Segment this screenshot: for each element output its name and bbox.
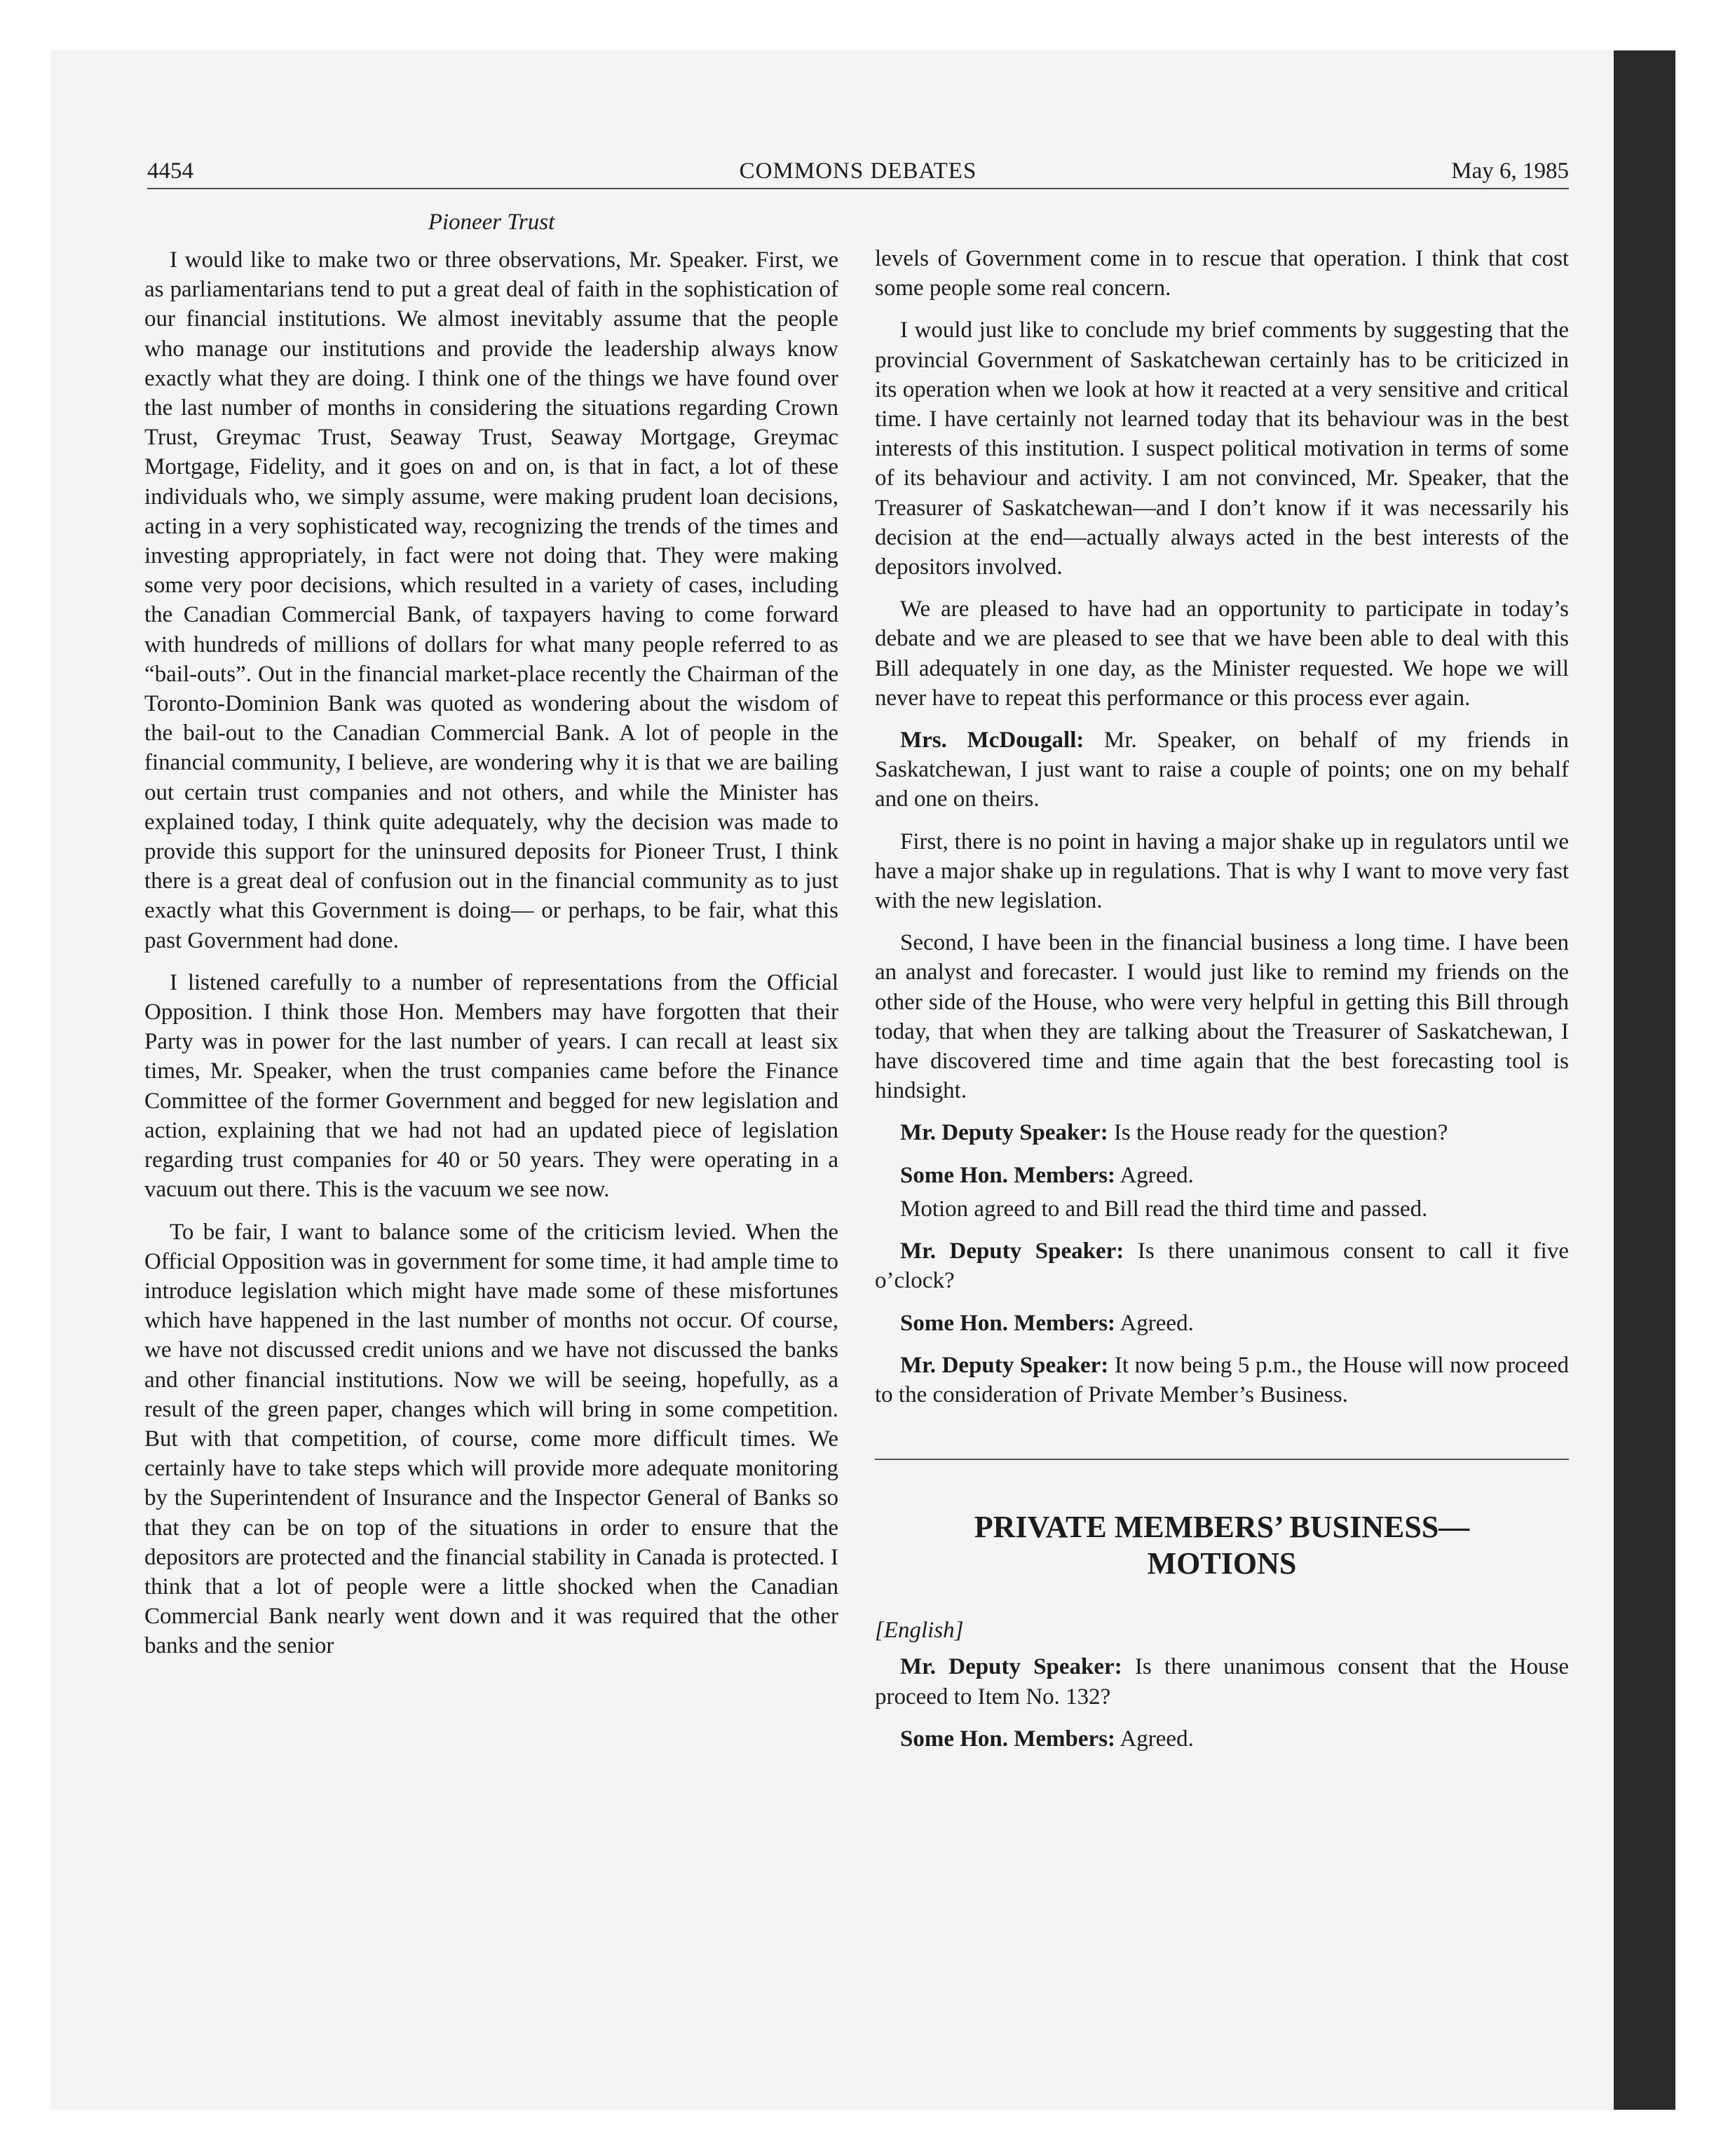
speech-text: Is the House ready for the question? [1108,1120,1448,1146]
speech-deputy-speaker [875,1351,1569,1410]
speech-text: It now being 5 p.m., the House will now proceed to the consideration of Private Member’s Business. [875,1352,1569,1407]
speaker-name: Mr. Deputy Speaker: [900,1239,1124,1264]
speech-deputy-speaker [875,1652,1569,1711]
speech-deputy-speaker [875,1236,1569,1295]
paragraph: Second, I have been in the financial business a long time. I have been an analyst and forecaster. I would just like to remind my friends on the other side of the House, who were very helpful in getting this Bill through today, that when they are talking about the Treasurer of Saskatchewan, I have discovered time and time again that the best forecasting tool is hindsight. [875,930,1569,1104]
speech-members [875,1724,1569,1754]
speaker-name: Mrs. McDougall: [900,728,1084,753]
speech-text: Agreed. [1115,1162,1194,1188]
speech-members [875,1309,1569,1338]
page-number: 4454 [147,158,193,184]
subheading: Pioneer Trust [428,210,555,235]
paragraph: I would like to make two or three observations, Mr. Speaker. First, we as parliamentarians tend to put a great deal of faith in the sophistication of our financial institutions. We almost inevitably assume that the people who manage our institutions and provide the leadership always know exactly what they are doing. I think one of the things we have found over the last number of months in considering the situations regarding Crown Trust, Greymac Trust, Seaway Trust, Seaway Mortgage, Greymac Mortgage, Fidelity, and it goes on and on, is that in fact, a lot of these individuals who, we simply assume, were making prudent loan decisions, acting in a very sophisticated way, recognizing the trends of the times and investing appropriately, in fact were not doing that. They were making some very poor decisions, which resulted in a variety of cases, including the Canadian Commercial Bank, of taxpayers having to come forward with hundreds of millions of dollars for what many people referred to as “bail-outs”. Out in the financial market-place recently the Chairman of the Toronto-Dominion Bank was quoted as wondering about the wisdom of the bail-out to the Canadian Commercial Bank. A lot of people in the financial community, I believe, are wondering why it is that we are bailing out certain trust companies and not others, and while the Minister has explained today, I think quite adequately, why the decision was made to provide this support for the uninsured deposits for Pioneer Trust, I think there is a great deal of confusion out in the financial community as to just exactly what this Government is doing— or perhaps, to be fair, what this past Government had done. [144,247,838,953]
paragraph: To be fair, I want to balance some of the criticism levied. When the Official Opposition was in government for some time, it had ample time to introduce legislation which might have made some of these misfortunes which have happened in the last number of months not occur. Of course, we have not discussed credit unions and we have not discussed the banks and other financial institutions. Now we will be seeing, hopefully, as a result of the green paper, changes which will bring in some competition. But with that competition, of course, come more difficult times. We certainly have to take steps which will provide more adequate monitoring by the Superintendent of Insurance and the Inspector General of Banks so that they can be on top of the situations in order to ensure that the depositors are protected and the financial stability in Canada is protected. I think that a lot of people were a little shocked when the Canadian Commercial Bank nearly went down and it was required that the other banks and the senior [144,1219,838,1659]
scan-edge-shadow [1614,50,1675,2110]
speech-text: Mr. Speaker, on behalf of my friends in Saskatchewan, I just want to raise a couple of points; one on my behalf and one on theirs. [875,728,1569,812]
header-rule [147,188,1569,189]
speech-mcdougall [875,725,1569,814]
speech-text: Agreed. [1115,1310,1194,1336]
speech-text: Is there unanimous consent that the House proceed to Item No. 132? [875,1654,1569,1710]
speech-members [875,1161,1569,1190]
publication-date: May 6, 1985 [1451,158,1569,184]
motion-result: Motion agreed to and Bill read the third time and passed. [900,1196,1428,1222]
paragraph: I listened carefully to a number of representations from the Official Opposition. I think those Hon. Members may have forgotten that their Party was in power for the last number of years. I can recall at least six times, Mr. Speaker, when the trust companies came before the Finance Committee of the former Government and begged for new legislation and action, explaining that we had not had an updated piece of legislation regarding trust companies for 40 or 50 years. They were operating in a vacuum out there. This is the vacuum we see now. [144,969,838,1203]
continued-paragraph: levels of Government come in to rescue that operation. I think that cost some people some real concern. [875,246,1569,301]
right-column [875,244,1569,1766]
speech-text: Is there unanimous consent to call it five o’clock? [875,1239,1569,1294]
paragraph: First, there is no point in having a major shake up in regulators until we have a major shake up in regulations. That is why I want to move very fast with the new legislation. [875,828,1569,914]
speaker-name: Mr. Deputy Speaker: [900,1120,1108,1146]
speaker-name: Some Hon. Members: [900,1310,1116,1336]
paragraph: I would just like to conclude my brief comments by suggesting that the provincial Government of Saskatchewan certainly has to be criticized in its operation when we look at how it reacted at a very sensitive and critical time. I have certainly not learned today that its behaviour was in the best interests of this institution. I suspect political motivation in terms of some of its behaviour and activity. I am not convinced, Mr. Speaker, that the Treasurer of Saskatchewan—and I don’t know if it was necessarily his decision at the end—actually always acted in the best interests of the depositors involved. [875,318,1569,580]
language-note: [English] [875,1618,964,1644]
section-heading [875,1509,1569,1582]
section-heading-line: PRIVATE MEMBERS’ BUSINESS— [974,1510,1470,1545]
running-header [147,156,1569,186]
paragraph: We are pleased to have had an opportunity to participate in today’s debate and we are pleased to see that we have been able to deal with this Bill adequately in one day, as the Minister requested. We hope we will never have to repeat this performance or this process ever again. [875,596,1569,711]
publication-title: COMMONS DEBATES [739,158,977,184]
speaker-name: Mr. Deputy Speaker: [900,1352,1109,1378]
left-column [144,205,838,1674]
speaker-name: Some Hon. Members: [900,1162,1116,1188]
speech-deputy-speaker [875,1118,1569,1147]
speaker-name: Some Hon. Members: [900,1726,1116,1752]
speech-text: Agreed. [1115,1726,1194,1752]
speaker-name: Mr. Deputy Speaker: [900,1654,1122,1680]
section-heading-line: MOTIONS [1147,1546,1297,1581]
section-divider [875,1459,1569,1460]
